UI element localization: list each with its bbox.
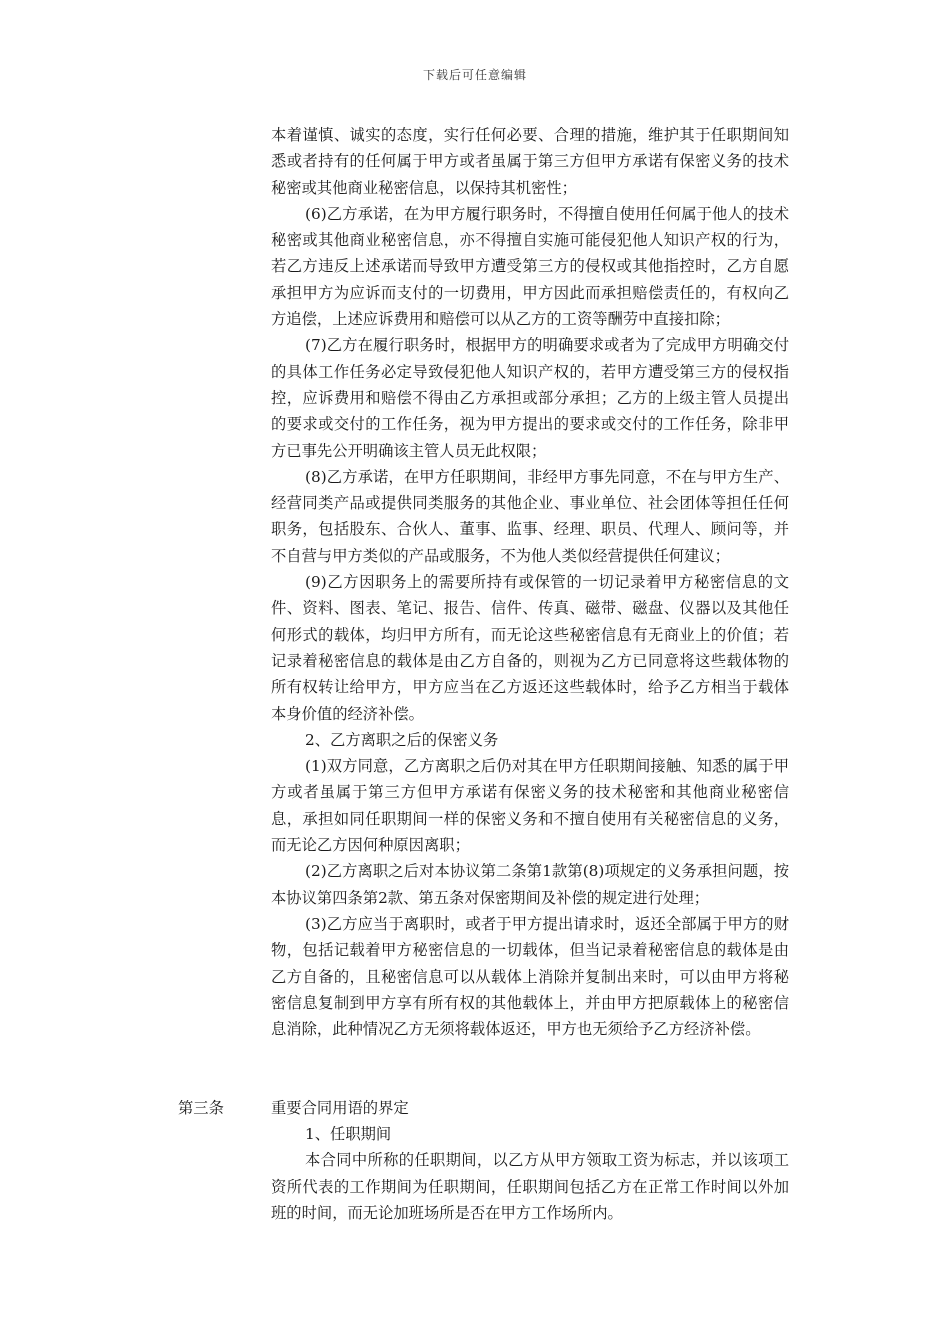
body-paragraph: (3)乙方应当于离职时，或者于甲方提出请求时，返还全部属于甲方的财物，包括记载着甲方秘密信息的一切载体，但当记录着秘密信息的载体是由乙方自备的，且秘密信息可以从载体上消除并复制出来时，可以由甲方将秘密信息复制到甲方享有所有权的其他载体上，并由甲方把原载体上的秘密信息消除，此种情况乙方无须将载体返还，甲方也无须给予乙方经济补偿。 bbox=[271, 914, 789, 1039]
page-header-note: 下载后可任意编辑 bbox=[422, 68, 527, 82]
body-paragraph: 本合同中所称的任职期间，以乙方从甲方领取工资为标志，并以该项工资所代表的工作期间为任职期间，任职期间包括乙方在正常工作时间以外加班的时间，而无论加班场所是否在甲方工作场所内。 bbox=[271, 1151, 789, 1222]
article-number: 第三条 bbox=[178, 1099, 224, 1117]
body-paragraph: (1)双方同意，乙方离职之后仍对其在甲方任职期间接触、知悉的属于甲方或者虽属于第三方但甲方承诺有保密义务的技术秘密和其他商业秘密信息，承担如同任职期间一样的保密义务和不擅自使用有关秘密信息的义务，而无论乙方因何种原因离职； bbox=[271, 757, 789, 855]
body-paragraph: (7)乙方在履行职务时，根据甲方的明确要求或者为了完成甲方明确交付的具体工作任务必定导致侵犯他人知识产权的，若甲方遭受第三方的侵权指控，应诉费用和赔偿不得由乙方承担或部分承担；乙方的上级主管人员提出的要求或交付的工作任务，视为甲方提出的要求或交付的工作任务，除非甲方已事先公开明确该主管人员无此权限； bbox=[271, 336, 789, 460]
document-body bbox=[271, 122, 789, 1042]
article-title: 重要合同用语的界定 bbox=[271, 1099, 409, 1117]
body-paragraph: 本着谨慎、诚实的态度，实行任何必要、合理的措施，维护其于任职期间知悉或者持有的任何属于甲方或者虽属于第三方但甲方承诺有保密义务的技术秘密或其他商业秘密信息，以保持其机密性； bbox=[271, 126, 789, 197]
section-subheading: 1、任职期间 bbox=[305, 1125, 392, 1143]
body-paragraph: (2)乙方离职之后对本协议第二条第1款第(8)项规定的义务承担问题，按本协议第四条第2款、第五条对保密期间及补偿的规定进行处理； bbox=[271, 862, 789, 907]
body-paragraph: (9)乙方因职务上的需要所持有或保管的一切记录着甲方秘密信息的文件、资料、图表、笔记、报告、信件、传真、磁带、磁盘、仪器以及其他任何形式的载体，均归甲方所有，而无论这些秘密信息有无商业上的价值；若记录着秘密信息的载体是由乙方自备的，则视为乙方已同意将这些载体物的所有权转让给甲方，甲方应当在乙方返还这些载体时，给予乙方相当于载体本身价值的经济补偿。 bbox=[271, 573, 789, 723]
section-subheading: 2、乙方离职之后的保密义务 bbox=[305, 730, 499, 749]
body-paragraph: (6)乙方承诺，在为甲方履行职务时，不得擅自使用任何属于他人的技术秘密或其他商业秘密信息，亦不得擅自实施可能侵犯他人知识产权的行为，若乙方违反上述承诺而导致甲方遭受第三方的侵权或其他指控时，乙方自愿承担甲方为应诉而支付的一切费用，甲方因此而承担赔偿责任的，有权向乙方追偿，上述应诉费用和赔偿可以从乙方的工资等酬劳中直接扣除； bbox=[271, 204, 789, 329]
article-body bbox=[271, 1121, 789, 1226]
body-paragraph: (8)乙方承诺，在甲方任职期间，非经甲方事先同意，不在与甲方生产、经营同类产品或提供同类服务的其他企业、事业单位、社会团体等担任任何职务，包括股东、合伙人、董事、监事、经理、职员、代理人、顾问等，并不自营与甲方类似的产品或服务，不为他人类似经营提供任何建议； bbox=[271, 467, 789, 565]
